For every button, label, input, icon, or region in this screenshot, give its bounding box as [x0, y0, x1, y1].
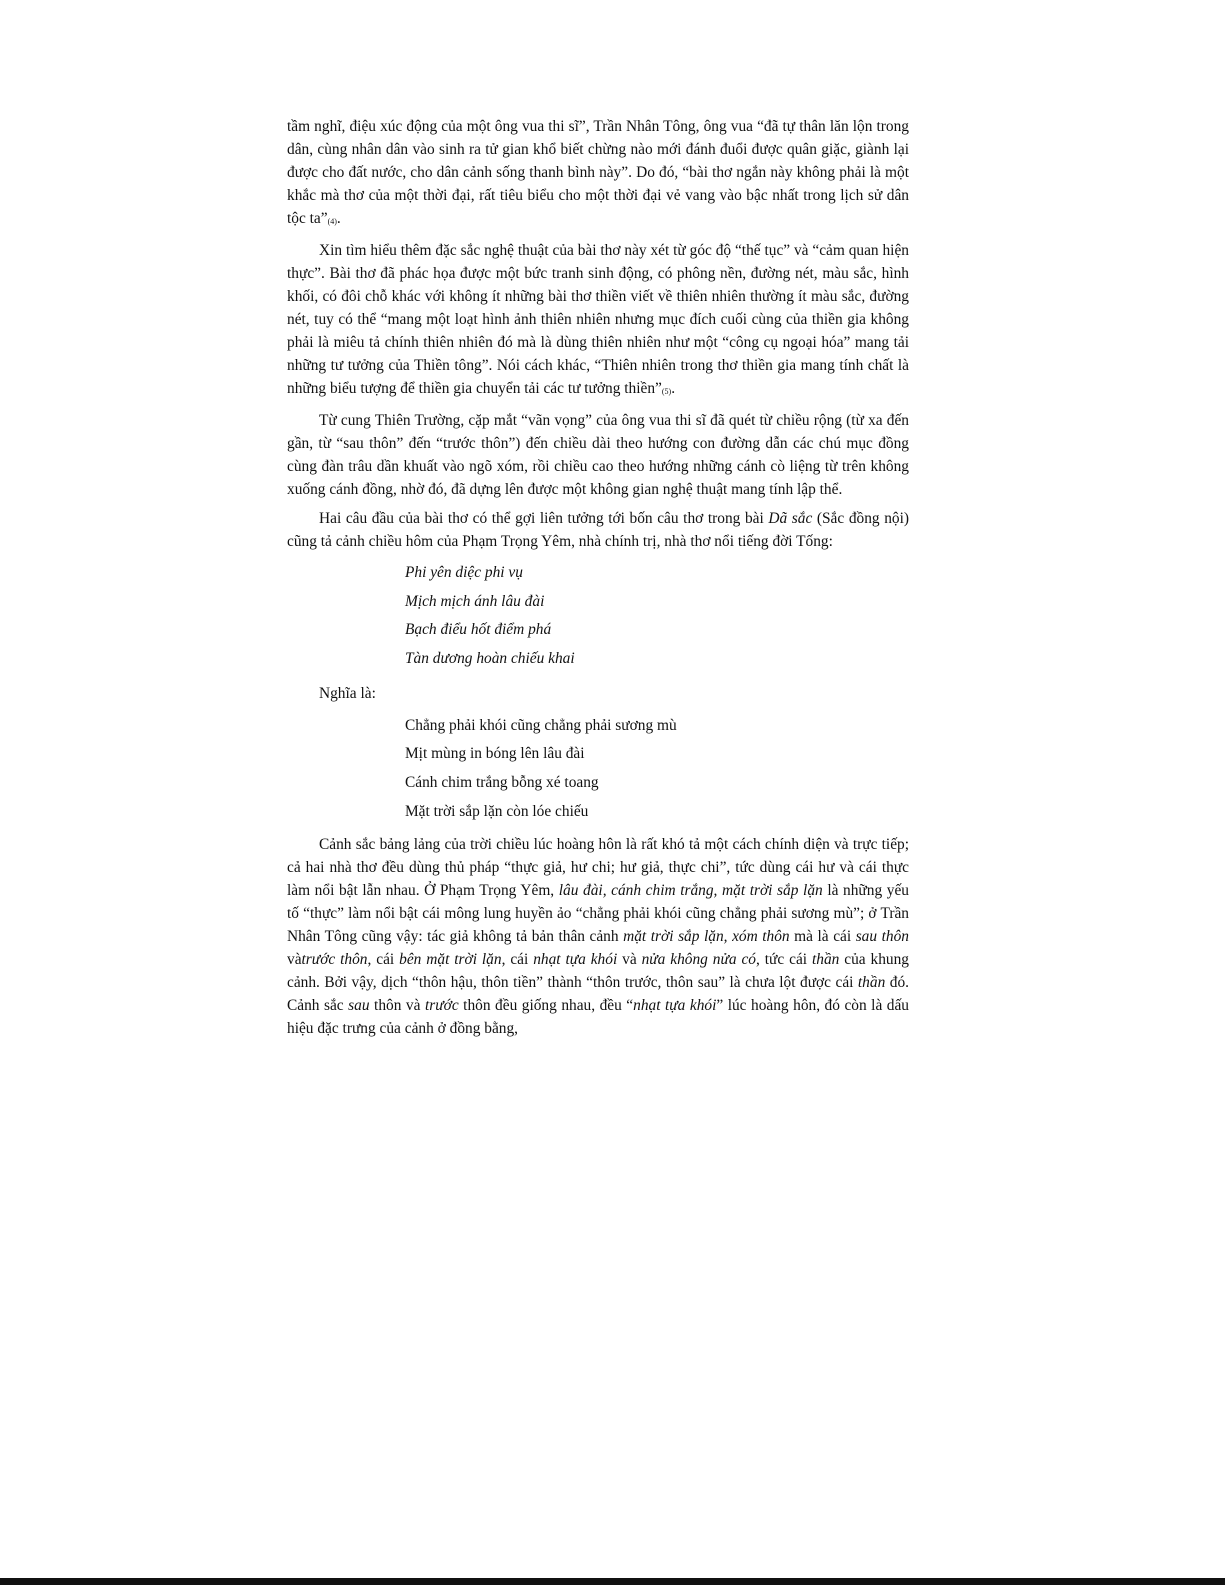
paragraph-2: [287, 239, 909, 403]
text-run: Cảnh sắc bảng lảng của trời chiều lúc hoàng hôn là rất khó tả một cách chính diện và trực tiếp; cả hai nhà thơ đều dùng thủ pháp “thực giả, hư chi; hư giả, thực chi”, tức dùng cái hư và cái thực làm nổi bật lẫn nhau. Ở Phạm Trọng Yêm,: [287, 835, 909, 899]
italic-run: lâu đài, cánh chim trắng, mặt trời sắp lặn: [558, 881, 823, 899]
text-run: của khung cảnh. Bởi vậy, dịch “thôn hậu, thôn tiền” thành “thôn trước, thôn sau” là chưa lột được cái: [287, 950, 910, 991]
italic-run: trước: [424, 996, 459, 1014]
paragraph-2-end: .: [671, 380, 676, 397]
poem-original-line: Mịch mịch ánh lâu đài: [405, 592, 545, 610]
poem-original-line: Bạch điểu hốt điểm phá: [405, 621, 552, 639]
paragraph-1-end: .: [336, 210, 341, 227]
document-page: [287, 115, 909, 1046]
page-bottom-border: [0, 1578, 1225, 1585]
text-run: , tức cái: [756, 950, 812, 968]
paragraph-4-text-end: (Sắc đồng nội) cũng tả cảnh chiều hôm của Phạm Trọng Yêm, nhà chính trị, nhà thơ nổi tiếng đời Tống:: [287, 510, 909, 550]
poem-translation-line: Mặt trời sắp lặn còn lóe chiếu: [405, 802, 589, 820]
italic-run: thần: [857, 973, 886, 991]
text-run: , cái: [367, 950, 400, 968]
poem-original-line: Tàn dương hoàn chiếu khai: [405, 650, 575, 668]
text-run: thôn đều giống nhau, đều “: [458, 996, 634, 1014]
text-run: , cái: [501, 950, 534, 968]
text-run: và: [617, 950, 642, 968]
meaning-label: Nghĩa là:: [319, 684, 376, 702]
poem-original-line: Phi yên diệc phi vụ: [405, 564, 523, 581]
italic-run: sau: [348, 996, 370, 1014]
poem-translation-line: Chẳng phải khói cũng chẳng phải sương mù: [405, 716, 677, 734]
footnote-ref-5: (5): [661, 387, 672, 396]
poem-title: Dã sắc: [768, 510, 813, 527]
text-run: và: [287, 950, 302, 968]
poem-translation-line: Cánh chim trắng bỗng xé toang: [405, 774, 599, 792]
paragraph-3: Từ cung Thiên Trường, cặp mắt “vãn vọng” của ông vua thi sĩ đã quét từ chiều rộng (từ xa đến gần, từ “sau thôn” đến “trước thôn”) đến chiều dài theo hướng con đường dẫn các chú mục đồng cùng đàn trâu dần khuất vào ngõ xóm, rồi chiều cao theo hướng những cánh cò liệng từ trên không xuống cánh đồng, nhờ đó, đã dựng lên được một không gian nghệ thuật mang tính lập thể.: [287, 412, 909, 498]
text-run: mà là cái: [789, 927, 856, 945]
italic-run: nhạt tựa khói: [533, 950, 618, 968]
paragraph-1-text: tầm nghĩ, điệu xúc động của một ông vua thi sĩ”, Trần Nhân Tông, ông vua “đã tự thân lăn lộn trong dân, cùng nhân dân vào sinh ra tử gian khổ biết chừng nào mới đánh đuổi được quân giặc, giành lại được cho đất nước, cho dân cảnh sống thanh bình này”. Do đó, “bài thơ ngắn này không phải là một khắc mà thơ của một thời đại, rất tiêu biểu cho một thời đại vẻ vang vào bậc nhất trong lịch sử dân tộc ta”: [287, 118, 909, 227]
text-run: thôn và: [369, 996, 425, 1014]
poem-translation: [405, 712, 909, 827]
paragraph-1: [287, 115, 909, 233]
text-run: ” lúc hoàng hôn, đó còn là dấu hiệu đặc trưng của cảnh ở đồng bằng,: [287, 996, 910, 1037]
poem-translation-line: Mịt mùng in bóng lên lâu đài: [405, 745, 585, 763]
poem-original: [405, 559, 909, 674]
italic-run: nhạt tựa khói: [633, 996, 717, 1014]
italic-run: nửa không nửa có: [641, 950, 757, 968]
italic-run: trước thôn: [301, 950, 368, 968]
italic-run: bên mặt trời lặn: [399, 950, 502, 968]
italic-run: thần: [811, 950, 840, 968]
paragraph-4: [287, 507, 909, 553]
text-run: là những yếu tố “thực” làm nổi bật cái mông lung huyền ảo “chẳng phải khói cũng chẳng phải sương mù”; ở Trần Nhân Tông cũng vậy: tác giả không tả bản thân cảnh: [287, 881, 909, 945]
paragraph-4-text: Hai câu đầu của bài thơ có thể gợi liên tưởng tới bốn câu thơ trong bài: [319, 510, 769, 527]
paragraph-5: [287, 833, 909, 1040]
italic-run: sau thôn: [855, 927, 909, 945]
text-run: đó. Cảnh sắc: [287, 973, 909, 1014]
italic-run: mặt trời sắp lặn, xóm thôn: [623, 927, 790, 945]
footnote-ref-4: (4): [327, 217, 337, 226]
paragraph-2-text: Xin tìm hiểu thêm đặc sắc nghệ thuật của bài thơ này xét từ góc độ “thế tục” và “cảm quan hiện thực”. Bài thơ đã phác họa được một bức tranh sinh động, có phông nền, đường nét, màu sắc, hình khối, có đôi chỗ khác với không ít những bài thơ thiền viết về thiên nhiên thường ít màu sắc, đường nét, tuy có thể “mang một loạt hình ảnh thiên nhiên nhưng mục đích cuối cùng của thiền gia không phải là miêu tả chính thiên nhiên đó mà là dùng thiên nhiên như một “công cụ ngoại hóa” mang tải những tư tưởng của Thiền tông”. Nói cách khác, “Thiên nhiên trong thơ thiền gia mang tính chất là những biểu tượng để thiền gia chuyển tải các tư tưởng thiền”: [287, 242, 909, 397]
